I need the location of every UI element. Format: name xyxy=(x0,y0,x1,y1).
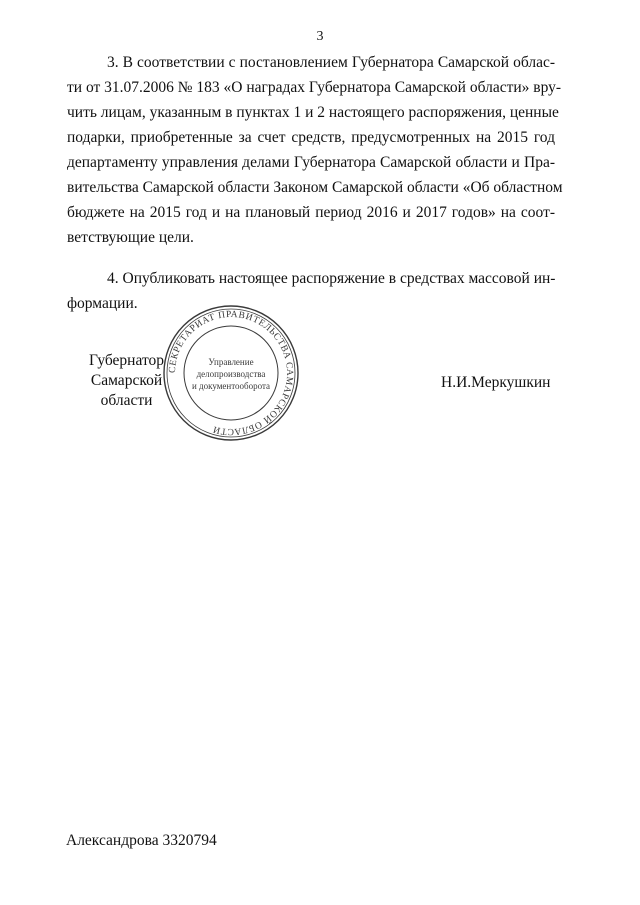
paragraph-3-line: вительства Самарской области Законом Самарской области «Об областном xyxy=(67,179,563,196)
paragraph-3-line: ти от 31.07.2006 № 183 «О наградах Губернатора Самарской области» вру- xyxy=(67,79,562,96)
stamp-ring-text: СЕКРЕТАРИАТ ПРАВИТЕЛЬСТВА САМАРСКОЙ ОБЛАСТИ xyxy=(167,309,295,437)
paragraph-3-line: бюджете на 2015 год и на плановый период 2016 и 2017 годов» на соот- xyxy=(67,204,555,221)
paragraph-3-line: ветствующие цели. xyxy=(67,229,194,246)
signatory-title-line2: Самарской области xyxy=(90,372,163,409)
stamp-center-line1: Управление xyxy=(208,357,254,367)
paragraph-3 xyxy=(67,50,563,250)
signatory-name: Н.И.Меркушкин xyxy=(441,374,551,391)
executor-contact: Александрова 3320794 xyxy=(66,832,217,849)
stamp-center-line2: делопроизводства xyxy=(196,369,266,379)
paragraph-3-line: подарки, приобретенные за счет средств, предусмотренных на 2015 год xyxy=(67,129,555,146)
page-number: 3 xyxy=(316,29,324,44)
paragraph-3-line: департаменту управления делами Губернатора Самарской области и Пра- xyxy=(67,154,555,171)
official-stamp xyxy=(161,303,301,443)
stamp-center-line3: и документооборота xyxy=(191,381,271,391)
paragraph-4-line: 4. Опубликовать настоящее распоряжение в средствах массовой ин- xyxy=(107,270,556,287)
paragraph-3-line: чить лицам, указанным в пунктах 1 и 2 настоящего распоряжения, ценные xyxy=(67,104,559,121)
signatory-title-line1: Губернатор xyxy=(88,352,165,369)
paragraph-4-line: формации. xyxy=(67,295,138,312)
paragraph-4 xyxy=(67,266,555,316)
paragraph-3-line: 3. В соответствии с постановлением Губернатора Самарской облас- xyxy=(107,54,555,71)
